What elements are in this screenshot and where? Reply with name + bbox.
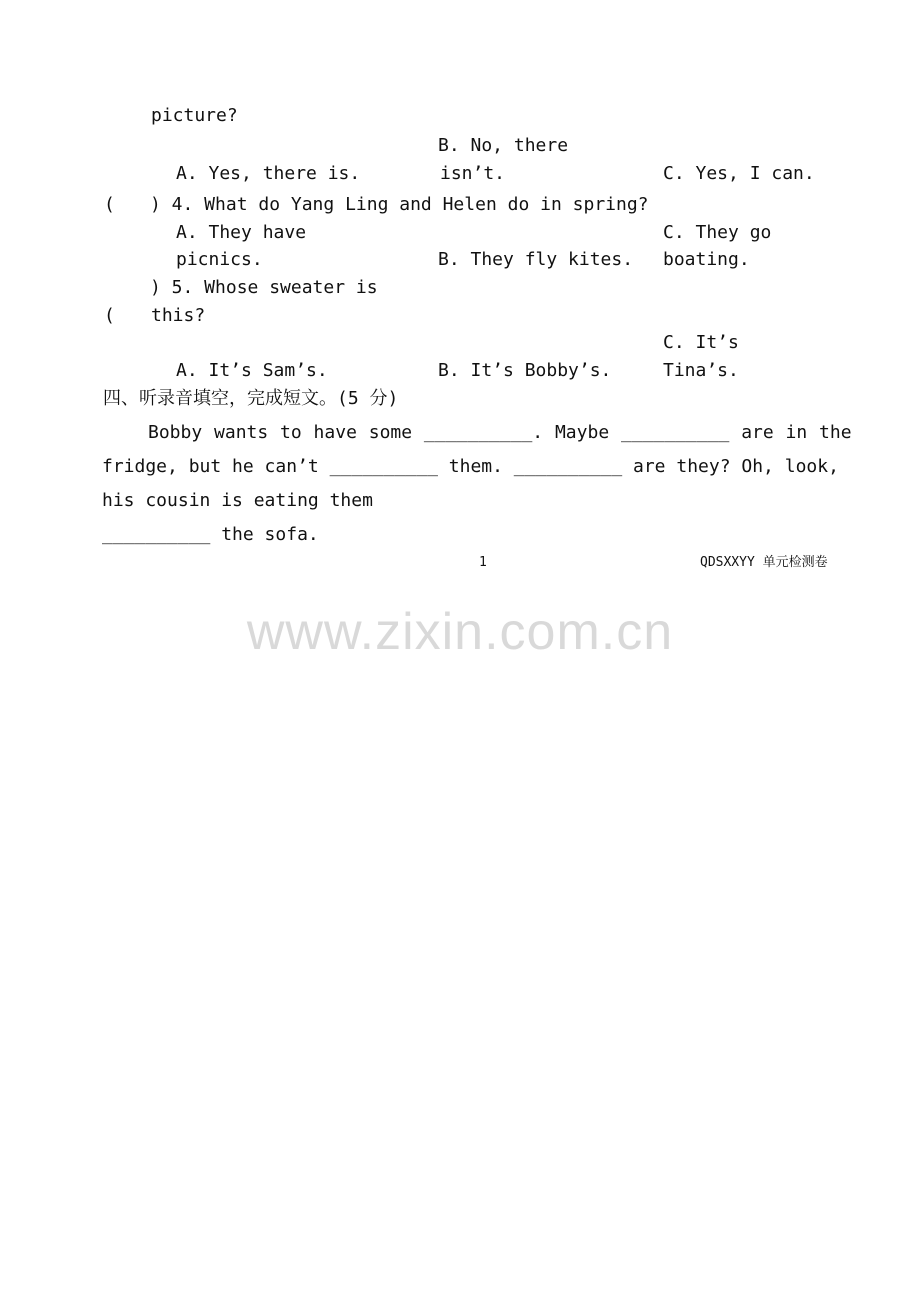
q4-question: ) 4. What do Yang Ling and Helen do in spring? [150, 194, 649, 215]
section4-passage-line4: __________ the sofa. [102, 524, 319, 545]
section4-passage-line3: his cousin is eating them [102, 490, 373, 511]
q4-option-a-line2: picnics. [176, 249, 263, 270]
q5-question-line2: this? [151, 305, 206, 326]
q5-option-a: A. It’s Sam’s. [176, 360, 328, 381]
q5-answer-paren-open: ( [104, 305, 115, 326]
q5-option-c-line2: Tina’s. [663, 360, 739, 381]
section4-passage-line1: Bobby wants to have some __________. Maybe __________ are in the [148, 422, 852, 443]
q3-question-tail: picture? [151, 105, 238, 126]
section4-heading: 四、听录音填空，完成短文。(5 分) [103, 388, 399, 409]
q5-option-b: B. It’s Bobby’s. [438, 360, 612, 381]
q4-option-c-line1: C. They go [663, 222, 772, 243]
q4-option-c-line2: boating. [663, 249, 750, 270]
q3-option-c: C. Yes, I can. [663, 163, 815, 184]
footer-label: QDSXXYY 单元检测卷 [700, 555, 828, 570]
watermark: www.zixin.com.cn [246, 603, 674, 661]
q4-option-a-line1: A. They have [176, 222, 307, 243]
q4-option-b: B. They fly kites. [438, 249, 634, 270]
page-number: 1 [479, 555, 487, 570]
q4-answer-paren-open: ( [104, 194, 115, 215]
q5-option-c-line1: C. It’s [663, 332, 739, 353]
section4-passage-line2: fridge, but he can’t __________ them. __________ are they? Oh, look, [102, 456, 839, 477]
q3-option-b-line1: B. No, there [438, 135, 569, 156]
q3-option-a: A. Yes, there is. [176, 163, 361, 184]
q5-question-line1: ) 5. Whose sweater is [150, 277, 378, 298]
q3-option-b-line2: isn’t. [440, 163, 506, 184]
